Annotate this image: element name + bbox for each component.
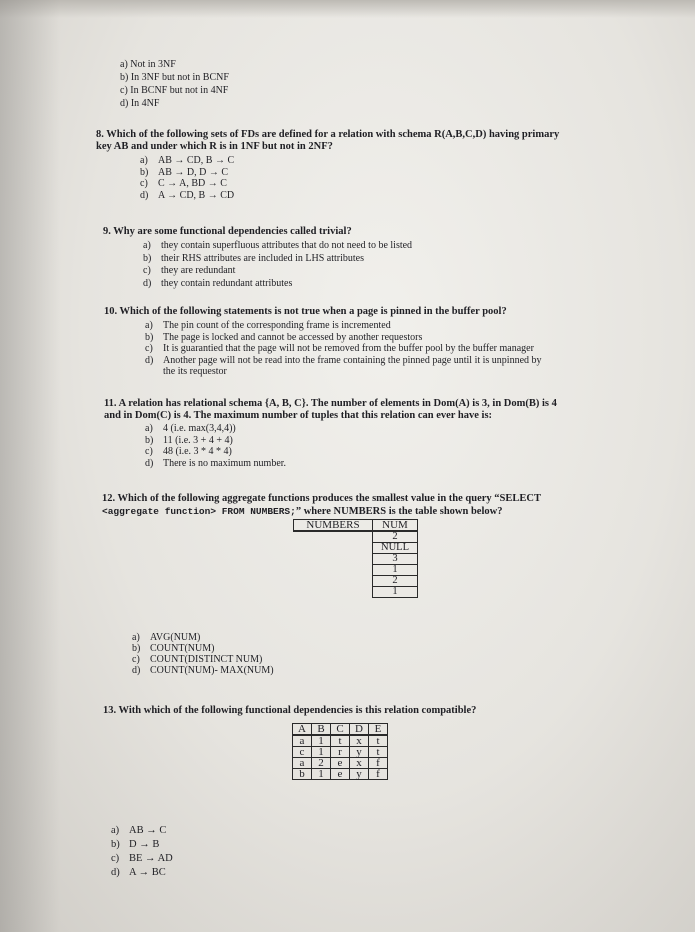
q9-option-d: d) they contain redundant attributes: [143, 277, 293, 289]
cell: 2: [312, 758, 331, 769]
header-c: C: [331, 724, 350, 736]
q7-option-a: a) Not in 3NF: [120, 59, 176, 70]
q10-option-b: b) The page is locked and cannot be accessed by another requestors: [145, 331, 423, 343]
q8-options: [140, 155, 234, 201]
q13-option-c: c) BE → AD: [111, 853, 173, 864]
cell: x: [350, 735, 369, 747]
num-cell: NULL: [373, 543, 418, 554]
q9-option-c: c) they are redundant: [143, 265, 236, 276]
q11-line2: and in Dom(C) is 4. The maximum number of tuples that this relation can ever have is:: [104, 410, 493, 421]
cell: 1: [312, 735, 331, 747]
header-d: D: [350, 724, 369, 736]
page-shadow-top: [0, 0, 695, 18]
q13-question: [103, 705, 476, 717]
q12-line2: <aggregate function> FROM NUMBERS;” where NUMBERS is the table shown below?: [102, 506, 503, 517]
q10-option-c: c) It is guarantied that the page will not be removed from the buffer pool by the buffer manager: [145, 343, 534, 354]
cell: e: [331, 758, 350, 769]
cell: y: [350, 769, 369, 780]
header-a: A: [293, 724, 312, 736]
q8-option-a: a) AB → CD, B → C: [140, 155, 235, 166]
relation-table: [292, 723, 388, 780]
cell: f: [369, 758, 388, 769]
q13-options: [111, 824, 173, 880]
cell: f: [369, 769, 388, 780]
q13-option-a: a) AB → C: [111, 825, 167, 836]
cell: e: [331, 769, 350, 780]
q13-line1: 13. With which of the following functional dependencies is this relation compatible?: [103, 705, 477, 716]
cell: t: [369, 747, 388, 758]
q12-options: [132, 632, 274, 676]
cell: t: [369, 735, 388, 747]
q11-option-a: a) 4 (i.e. max(3,4,4)): [145, 423, 236, 434]
page-shadow-left: [0, 0, 60, 932]
q12-question: [102, 492, 541, 518]
q11-option-c: c) 48 (i.e. 3 * 4 * 4): [145, 446, 232, 457]
num-cell: 2: [373, 576, 418, 587]
q10-option-d: d) Another page will not be read into the frame containing the pinned page until it is unpinned by: [145, 354, 542, 366]
header-b: B: [312, 724, 331, 736]
q12-option-a: a) AVG(NUM): [132, 632, 201, 643]
q10-question: [104, 306, 507, 318]
q11-line1: 11. A relation has relational schema {A, B, C}. The number of elements in Dom(A) is 3, in Dom(B) is 4: [104, 398, 557, 409]
cell: a: [293, 758, 312, 769]
cell: b: [293, 769, 312, 780]
cell: t: [331, 735, 350, 747]
q8-option-b: b) AB → D, D → C: [140, 166, 229, 178]
q10-line1: 10. Which of the following statements is not true when a page is pinned in the buffer pool?: [104, 306, 507, 317]
q9-line1: 9. Why are some functional dependencies called trivial?: [103, 226, 352, 237]
cell: x: [350, 758, 369, 769]
q7-options: [120, 58, 229, 110]
column-header-num: NUM: [373, 520, 418, 532]
q12-option-b: b) COUNT(NUM): [132, 643, 215, 654]
cell: r: [331, 747, 350, 758]
table-row: [293, 769, 388, 780]
q10-option-d-cont: the its requestor: [163, 366, 227, 377]
num-cell: 2: [373, 531, 418, 543]
q11-option-b: b) 11 (i.e. 3 + 4 + 4): [145, 434, 233, 446]
table-row: [293, 735, 388, 747]
cell: c: [293, 747, 312, 758]
table-row: [293, 747, 388, 758]
table-name-cell: NUMBERS: [294, 520, 373, 532]
q8-line2: key AB and under which R is in 1NF but not in 2NF?: [96, 141, 333, 152]
cell: y: [350, 747, 369, 758]
q8-line1: 8. Which of the following sets of FDs are defined for a relation with schema R(A,B,C,D) having primary: [96, 129, 560, 140]
q7-option-d: d) In 4NF: [120, 98, 160, 109]
num-cell: 1: [373, 565, 418, 576]
q9-question: [103, 226, 352, 238]
cell: 1: [312, 769, 331, 780]
q11-question: [104, 398, 557, 422]
q12-option-d: d) COUNT(NUM)- MAX(NUM): [132, 665, 274, 676]
q13-option-b: b) D → B: [111, 839, 160, 850]
q7-option-b: b) In 3NF but not in BCNF: [120, 72, 229, 83]
q12-line1: 12. Which of the following aggregate functions produces the smallest value in the query “SELECT: [102, 493, 541, 504]
q9-option-a: a) they contain superfluous attributes that do not need to be listed: [143, 240, 413, 251]
q8-option-d: d) A → CD, B → CD: [140, 189, 235, 201]
q8-question: [96, 129, 559, 153]
q9-options: [143, 240, 412, 290]
numbers-table: [293, 519, 418, 598]
q11-option-d: d) There is no maximum number.: [145, 457, 287, 469]
q13-option-d: d) A → BC: [111, 867, 166, 878]
num-cell: 1: [373, 587, 418, 598]
q8-option-c: c) C → A, BD → C: [140, 178, 227, 189]
num-cell: 3: [373, 554, 418, 565]
q10-options: [145, 320, 542, 378]
q7-option-c: c) In BCNF but not in 4NF: [120, 85, 229, 96]
table-row: [293, 758, 388, 769]
header-e: E: [369, 724, 388, 736]
q9-option-b: b) their RHS attributes are included in LHS attributes: [143, 252, 365, 264]
q12-option-c: c) COUNT(DISTINCT NUM): [132, 654, 263, 665]
q10-option-a: a) The pin count of the corresponding frame is incremented: [145, 320, 391, 331]
cell: a: [293, 735, 312, 747]
q11-options: [145, 423, 286, 469]
cell: 1: [312, 747, 331, 758]
